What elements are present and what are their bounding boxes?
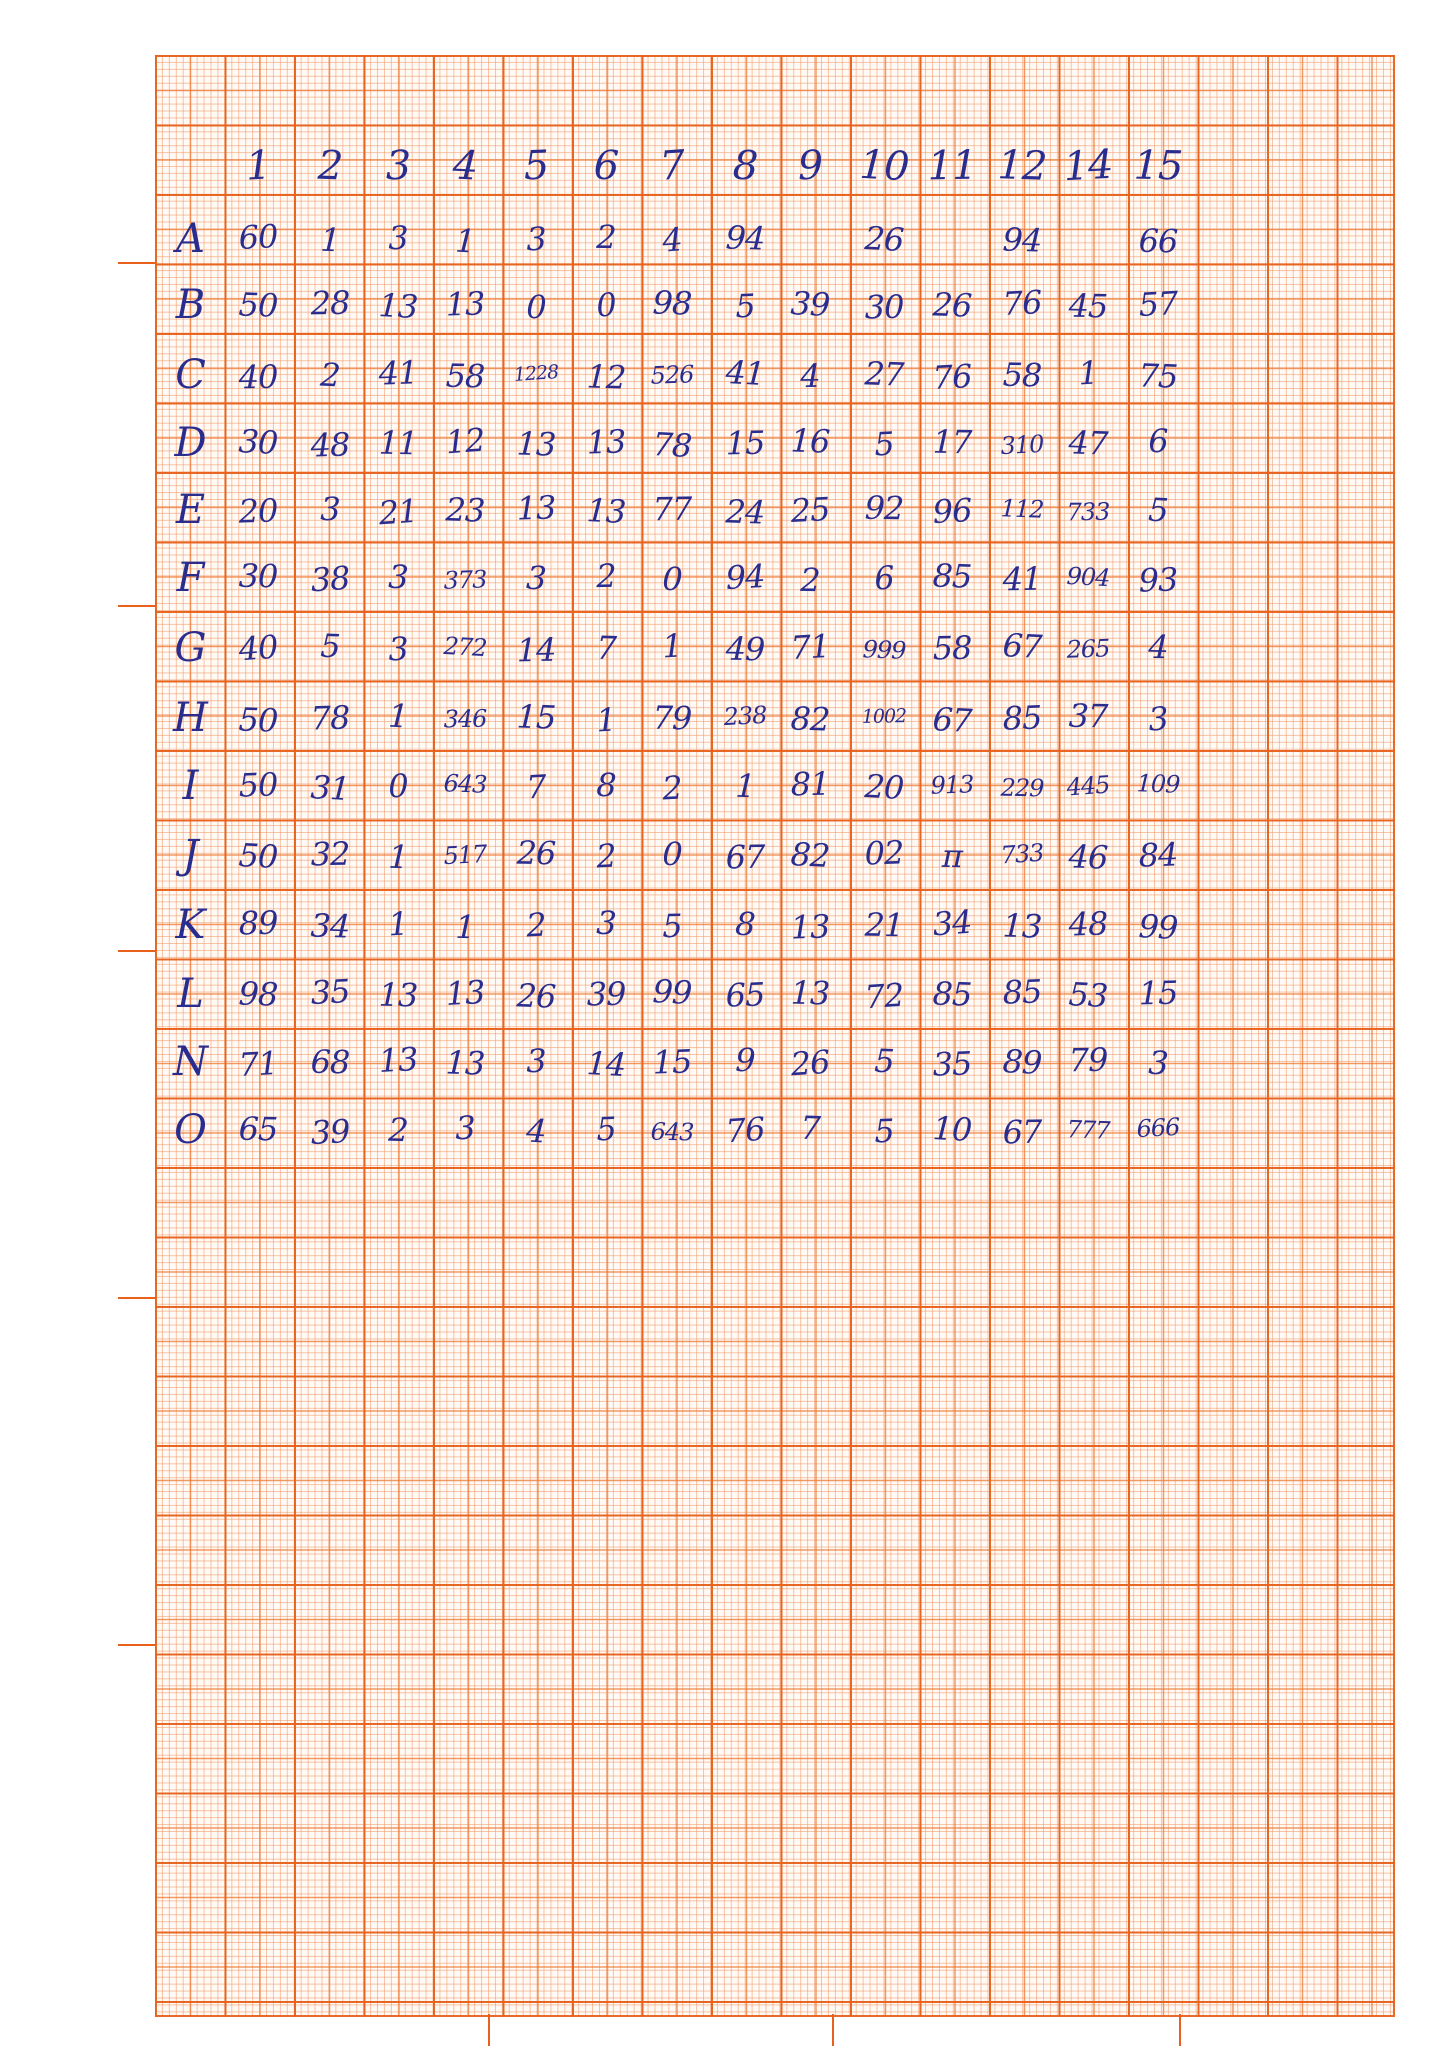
- table-cell: 517: [442, 839, 488, 871]
- table-cell: 2: [595, 556, 617, 596]
- table-cell: 76: [931, 357, 973, 397]
- table-cell: 20: [863, 767, 905, 807]
- table-cell: 445: [1065, 770, 1111, 802]
- column-header: 12: [996, 142, 1048, 190]
- table-cell: 21: [864, 905, 904, 945]
- row-label: B: [175, 282, 205, 328]
- row-label: F: [176, 555, 204, 601]
- table-cell: 92: [864, 488, 904, 528]
- table-cell: 373: [443, 565, 487, 595]
- table-cell: 57: [1137, 284, 1179, 324]
- table-cell: 35: [309, 972, 351, 1012]
- table-cell: 5: [873, 424, 895, 464]
- table-cell: 733: [999, 838, 1045, 870]
- table-cell: 265: [1066, 634, 1110, 664]
- column-header: 15: [1133, 142, 1183, 190]
- table-cell: 81: [790, 764, 830, 804]
- table-cell: 49: [725, 629, 765, 669]
- table-cell: 76: [724, 1109, 766, 1151]
- table-cell: 41: [724, 353, 766, 393]
- table-cell: 643: [650, 1117, 694, 1147]
- table-cell: 8: [595, 765, 617, 805]
- table-cell: 85: [1001, 698, 1043, 738]
- table-cell: 41: [1002, 559, 1042, 599]
- table-cell: 47: [1067, 423, 1109, 463]
- table-cell: 78: [309, 698, 351, 738]
- table-cell: 7: [595, 628, 617, 668]
- table-cell: 23: [444, 490, 486, 530]
- table-cell: 13: [444, 973, 486, 1013]
- table-cell: 26: [789, 1042, 831, 1084]
- table-cell: 3: [387, 218, 409, 258]
- column-header: 3: [385, 142, 411, 190]
- table-cell: 45: [1068, 286, 1108, 326]
- table-cell: 94: [1001, 220, 1043, 260]
- table-cell: 24: [724, 492, 766, 532]
- table-cell: 1: [1077, 353, 1099, 393]
- table-cell: 15: [725, 423, 765, 463]
- table-cell: 7: [799, 1108, 821, 1148]
- table-cell: 2: [661, 768, 683, 808]
- table-cell: 1228: [513, 360, 559, 387]
- table-cell: 77: [652, 489, 692, 529]
- row-label: H: [173, 695, 207, 741]
- table-cell: 75: [1137, 356, 1179, 396]
- table-cell: 78: [651, 425, 693, 465]
- table-cell: 85: [931, 556, 973, 596]
- table-cell: 7: [525, 767, 547, 807]
- table-cell: 34: [931, 902, 973, 944]
- table-cell: 1: [454, 221, 476, 261]
- table-cell: 13: [378, 975, 418, 1015]
- table-cell: 2: [595, 217, 617, 257]
- table-cell: 39: [586, 974, 626, 1014]
- column-header: 5: [522, 142, 550, 190]
- table-cell: 777: [1066, 1115, 1110, 1145]
- table-cell: 25: [789, 490, 831, 530]
- column-header: 1: [244, 142, 272, 190]
- table-cell: 35: [931, 1044, 973, 1084]
- table-cell: 1: [319, 220, 341, 260]
- table-cell: 79: [652, 698, 692, 738]
- table-cell: 0: [661, 559, 683, 599]
- table-cell: 14: [585, 1044, 627, 1084]
- table-cell: 13: [1001, 906, 1043, 946]
- table-cell: 50: [237, 836, 279, 876]
- table-cell: 72: [863, 975, 905, 1017]
- row-label: A: [176, 216, 204, 262]
- table-cell: 93: [1137, 560, 1179, 600]
- row-label: I: [182, 763, 198, 809]
- table-cell: 3: [454, 1108, 476, 1148]
- table-cell: 12: [585, 357, 627, 397]
- column-header: 14: [1062, 141, 1114, 191]
- table-cell: 229: [1000, 773, 1044, 803]
- table-cell: 20: [237, 491, 279, 531]
- row-label: O: [174, 1107, 206, 1153]
- table-cell: 98: [651, 283, 693, 323]
- table-cell: 26: [863, 219, 905, 259]
- table-cell: 5: [734, 286, 756, 326]
- table-cell: 1: [734, 766, 756, 806]
- table-cell: 13: [790, 973, 830, 1013]
- table-cell: 58: [932, 628, 972, 668]
- table-cell: 0: [661, 834, 683, 874]
- table-cell: 346: [443, 704, 487, 734]
- table-cell: 94: [724, 557, 766, 597]
- table-cell: 50: [237, 765, 279, 805]
- table-cell: 99: [1137, 907, 1179, 947]
- table-cell: 310: [999, 429, 1045, 461]
- table-cell: π: [941, 836, 963, 876]
- table-cell: 1: [387, 696, 409, 736]
- table-cell: 48: [1067, 904, 1109, 944]
- table-cell: 50: [237, 285, 279, 325]
- row-label: G: [174, 625, 206, 671]
- table-cell: 6: [873, 558, 895, 598]
- table-cell: 14: [516, 630, 556, 670]
- table-cell: 3: [1147, 1043, 1169, 1083]
- table-cell: 112: [1000, 494, 1044, 524]
- table-cell: 84: [1137, 835, 1179, 875]
- table-cell: 13: [444, 1043, 486, 1083]
- table-cell: 13: [585, 422, 627, 462]
- table-cell: 5: [661, 906, 683, 946]
- table-cell: 238: [722, 700, 768, 732]
- table-cell: 3: [525, 558, 547, 598]
- column-header: 7: [658, 142, 686, 190]
- table-cell: 71: [237, 1044, 279, 1084]
- table-cell: 3: [525, 219, 547, 259]
- table-cell: 67: [1002, 1112, 1042, 1152]
- table-cell: 15: [515, 697, 557, 737]
- table-cell: 4: [525, 1111, 547, 1151]
- table-cell: 32: [310, 834, 350, 874]
- table-cell: 76: [1001, 283, 1043, 323]
- table-cell: 5: [595, 1109, 617, 1149]
- table-cell: 13: [789, 907, 831, 947]
- table-cell: 65: [238, 1109, 278, 1149]
- table-cell: 58: [1002, 355, 1042, 395]
- table-cell: 666: [1135, 1112, 1181, 1144]
- table-cell: 60: [237, 217, 279, 257]
- table-cell: 53: [1067, 975, 1109, 1015]
- table-cell: 30: [237, 422, 279, 462]
- table-cell: 50: [237, 700, 279, 740]
- table-cell: 733: [1066, 497, 1110, 527]
- table-cell: 12: [444, 420, 486, 462]
- table-cell: 904: [1065, 561, 1111, 593]
- table-cell: 0: [595, 285, 617, 325]
- column-header: 9: [796, 142, 824, 190]
- table-cell: 3: [595, 903, 617, 943]
- table-cell: 913: [930, 770, 974, 800]
- row-label: C: [175, 352, 205, 398]
- table-cell: 40: [238, 357, 278, 397]
- table-cell: 1: [454, 907, 476, 947]
- table-cell: 1002: [861, 705, 907, 728]
- table-cell: 1: [595, 700, 617, 740]
- row-label: L: [177, 971, 203, 1017]
- table-cell: 82: [789, 699, 831, 739]
- table-cell: 9: [734, 1040, 756, 1080]
- table-cell: 89: [1001, 1042, 1043, 1082]
- table-cell: 98: [237, 974, 279, 1014]
- row-label: D: [174, 420, 206, 466]
- table-cell: 85: [931, 974, 973, 1014]
- column-header: 8: [731, 142, 759, 190]
- table-cell: 30: [864, 287, 904, 327]
- table-cell: 30: [238, 556, 278, 596]
- table-cell: 68: [310, 1042, 350, 1082]
- table-cell: 3: [525, 1041, 547, 1081]
- table-cell: 2: [319, 355, 341, 395]
- table-cell: 2: [387, 1110, 409, 1150]
- table-cell: 0: [525, 287, 547, 327]
- table-cell: 79: [1068, 1040, 1108, 1080]
- table-cell: 643: [443, 769, 487, 799]
- table-cell: 3: [319, 489, 341, 529]
- table-cell: 38: [309, 558, 351, 600]
- table-cell: 46: [1067, 837, 1109, 877]
- table-cell: 40: [237, 627, 279, 669]
- table-cell: 526: [650, 360, 694, 390]
- table-cell: 15: [1138, 973, 1178, 1013]
- table-cell: 67: [1001, 626, 1043, 666]
- table-cell: 37: [1068, 696, 1108, 736]
- table-cell: 27: [863, 354, 905, 394]
- column-header: 11: [927, 142, 977, 190]
- table-cell: 6: [1147, 421, 1169, 461]
- table-cell: 67: [931, 700, 973, 740]
- column-header: 4: [451, 142, 479, 190]
- table-cell: 96: [931, 491, 973, 531]
- table-cell: 0: [387, 766, 409, 806]
- column-header: 2: [316, 142, 344, 190]
- table-cell: 5: [873, 1111, 895, 1151]
- row-label: J: [182, 832, 198, 878]
- table-cell: 82: [789, 835, 831, 875]
- table-cell: 17: [932, 422, 972, 462]
- table-cell: 13: [377, 1040, 419, 1080]
- table-cell: 10: [931, 1109, 973, 1149]
- table-cell: 1: [661, 626, 683, 666]
- table-cell: 1: [387, 904, 409, 944]
- table-cell: 5: [319, 626, 341, 666]
- table-cell: 109: [1136, 769, 1180, 799]
- table-cell: 8: [734, 904, 756, 944]
- table-cell: 48: [309, 425, 351, 465]
- table-cell: 71: [789, 627, 831, 667]
- table-cell: 15: [651, 1042, 693, 1082]
- table-cell: 34: [309, 906, 351, 946]
- table-cell: 67: [725, 837, 765, 877]
- table-cell: 26: [515, 976, 557, 1016]
- table-cell: 58: [445, 356, 485, 396]
- table-cell: 31: [309, 768, 351, 808]
- row-label: N: [173, 1039, 207, 1085]
- table-cell: 13: [585, 491, 627, 531]
- table-cell: 3: [387, 557, 409, 597]
- table-cell: 3: [1147, 699, 1169, 739]
- table-cell: 21: [377, 491, 419, 533]
- table-cell: 99: [651, 972, 693, 1012]
- table-cell: 13: [444, 284, 486, 324]
- table-cell: 41: [377, 353, 419, 393]
- table-cell: 5: [1147, 490, 1169, 530]
- table-cell: 3: [387, 629, 409, 669]
- table-cell: 39: [789, 284, 831, 324]
- table-cell: 13: [515, 488, 557, 528]
- column-header: 6: [593, 142, 619, 190]
- table-cell: 13: [515, 424, 557, 464]
- table-cell: 4: [1147, 627, 1169, 667]
- row-label: K: [175, 902, 205, 948]
- table-cell: 28: [310, 283, 350, 323]
- table-cell: 11: [378, 423, 418, 463]
- table-cell: 4: [661, 220, 683, 260]
- table-cell: 2: [799, 560, 821, 600]
- table-cell: 66: [1138, 221, 1178, 261]
- table-cell: 2: [595, 836, 617, 876]
- table-cell: 2: [525, 905, 547, 945]
- table-cell: 13: [377, 286, 419, 326]
- table-cell: 1: [387, 837, 409, 877]
- table-cell: 5: [873, 1041, 895, 1081]
- table-cell: 85: [1001, 972, 1043, 1012]
- table-cell: 89: [238, 903, 278, 943]
- table-cell: 02: [863, 833, 905, 873]
- table-cell: 94: [724, 218, 766, 258]
- table-cell: 4: [799, 356, 821, 396]
- table-cell: 26: [931, 285, 973, 325]
- table-cell: 26: [516, 833, 556, 873]
- column-header: 10: [858, 141, 910, 191]
- table-cell: 16: [789, 421, 831, 461]
- table-cell: 65: [724, 975, 766, 1015]
- table-cell: 272: [442, 631, 488, 663]
- row-label: E: [175, 487, 205, 533]
- table-cell: 39: [309, 1112, 351, 1152]
- table-cell: 999: [862, 635, 906, 665]
